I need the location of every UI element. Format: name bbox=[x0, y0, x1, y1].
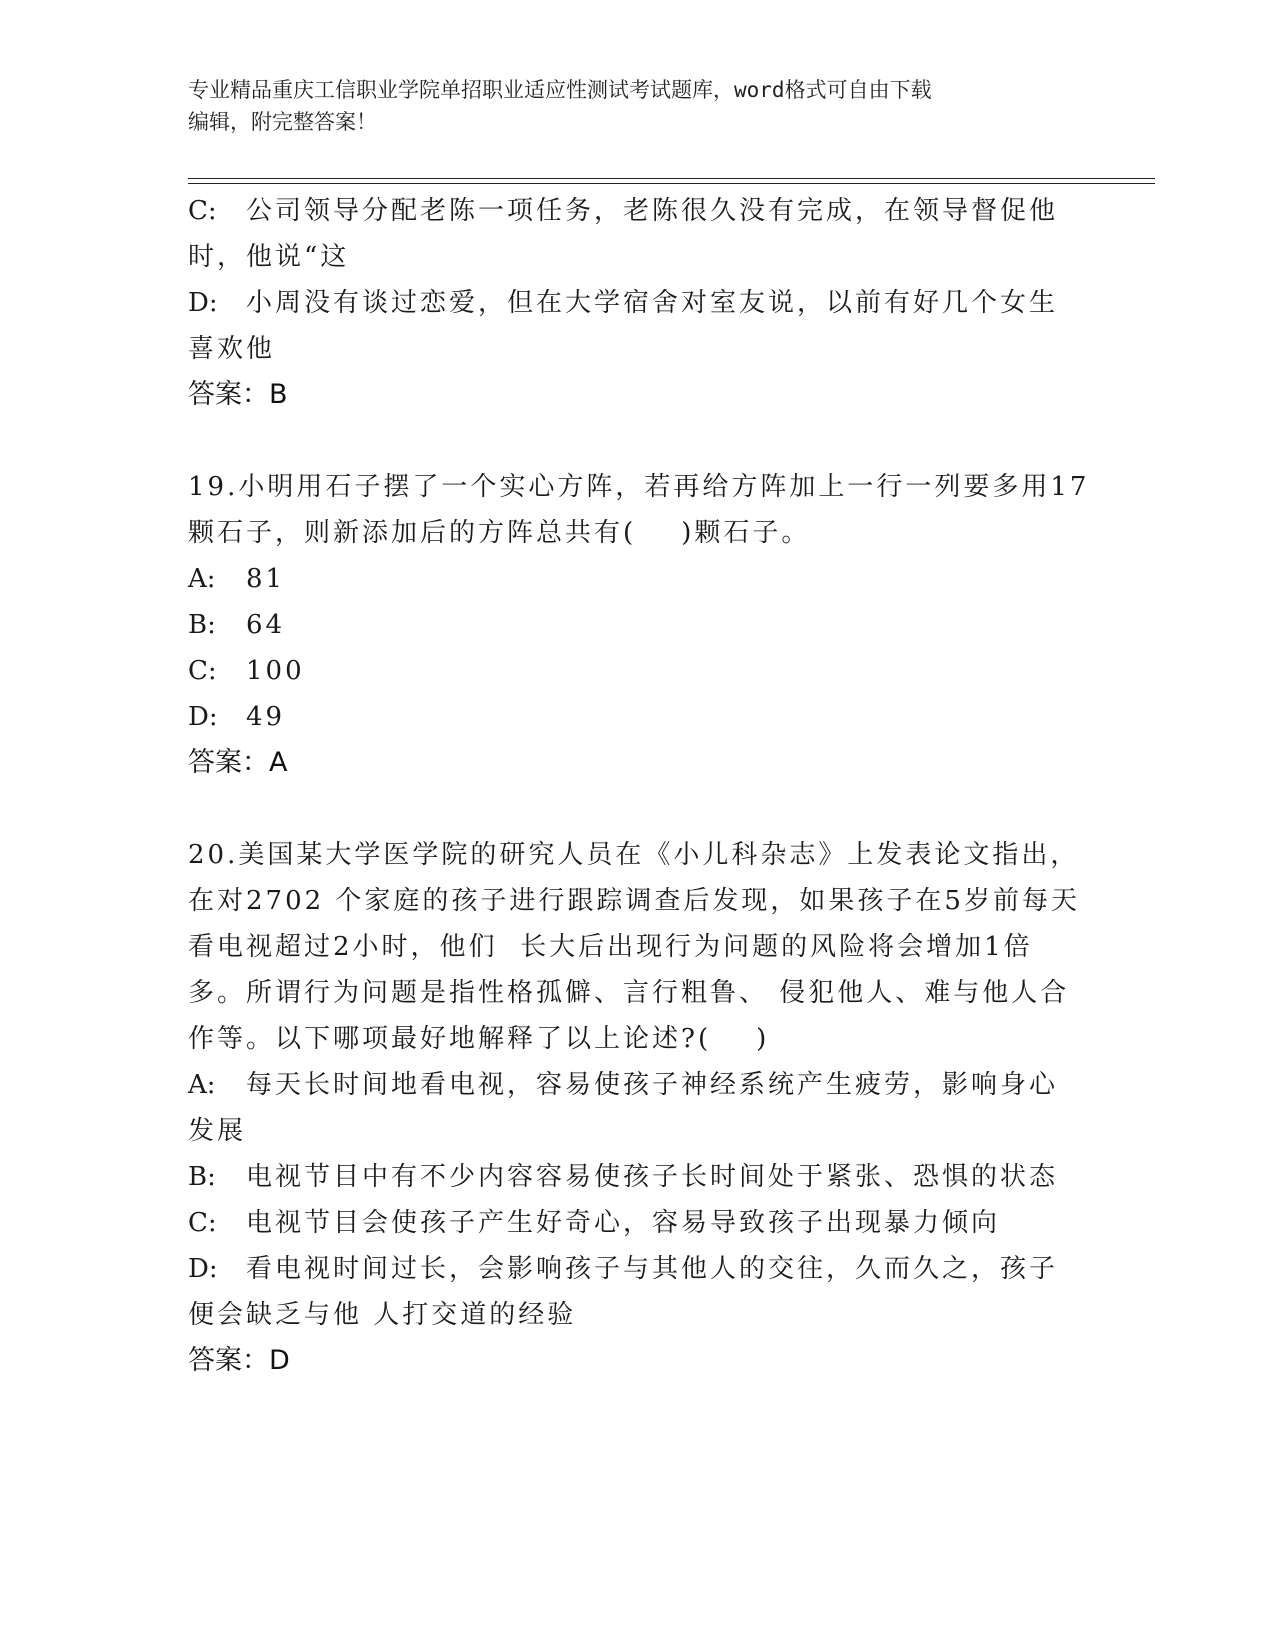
header-line-1: 专业精品重庆工信职业学院单招职业适应性测试考试题库，word格式可自由下载 bbox=[188, 78, 932, 102]
option-text: 看电视时间过长，会影响孩子与其他人的交往，久而久之，孩子 bbox=[246, 1254, 1059, 1284]
option-d bbox=[188, 280, 1088, 326]
question-stem-line: 多。所谓行为问题是指性格孤僻、言行粗鲁、 侵犯他人、难与他人合 bbox=[188, 978, 1070, 1008]
spacer bbox=[188, 786, 1088, 832]
option-b bbox=[188, 1154, 1088, 1200]
header-divider-bottom bbox=[188, 183, 1155, 184]
prev-question-block bbox=[188, 188, 1088, 418]
question-stem-line: 看电视超过2小时，他们 长大后出现行为问题的风险将会增加1倍 bbox=[188, 932, 1033, 962]
option-label: A: bbox=[188, 1070, 216, 1100]
question-stem-line: 20.美国某大学医学院的研究人员在《小儿科杂志》上发表论文指出， bbox=[188, 840, 1080, 870]
spacer bbox=[188, 418, 1088, 464]
option-text: 64 bbox=[246, 610, 286, 640]
option-label: B: bbox=[188, 610, 216, 640]
answer-line: 答案：B bbox=[188, 379, 288, 410]
option-label: B: bbox=[188, 1162, 216, 1192]
option-text: 小周没有谈过恋爱，但在大学宿舍对室友说，以前有好几个女生 bbox=[246, 288, 1059, 318]
question-stem-line: 19.小明用石子摆了一个实心方阵，若再给方阵加上一行一列要多用17 bbox=[188, 472, 1090, 502]
answer-line: 答案：A bbox=[188, 747, 288, 778]
option-text: 电视节目中有不少内容容易使孩子长时间处于紧张、恐惧的状态 bbox=[246, 1162, 1059, 1192]
option-label: C: bbox=[188, 1208, 217, 1238]
option-d-continuation: 便会缺乏与他 人打交道的经验 bbox=[188, 1300, 577, 1330]
question-stem-line: 作等。以下哪项最好地解释了以上论述?( ) bbox=[188, 1024, 770, 1054]
option-label: C: bbox=[188, 656, 217, 686]
page-header bbox=[188, 74, 1088, 138]
option-text: 49 bbox=[246, 702, 286, 732]
option-b bbox=[188, 602, 1088, 648]
question-20-block bbox=[188, 832, 1088, 1384]
option-c bbox=[188, 1200, 1088, 1246]
option-a bbox=[188, 1062, 1088, 1108]
question-stem-line: 颗石子，则新添加后的方阵总共有( )颗石子。 bbox=[188, 518, 811, 548]
option-text: 100 bbox=[246, 656, 305, 686]
option-c bbox=[188, 648, 1088, 694]
header-divider-top bbox=[188, 178, 1155, 179]
option-label: D: bbox=[188, 702, 218, 732]
answer-line: 答案：D bbox=[188, 1345, 290, 1376]
option-c bbox=[188, 188, 1088, 234]
header-line-2: 编辑，附完整答案！ bbox=[188, 110, 377, 134]
question-19-block bbox=[188, 464, 1088, 786]
question-stem-line: 在对2702 个家庭的孩子进行跟踪调查后发现，如果孩子在5岁前每天 bbox=[188, 886, 1080, 916]
option-d bbox=[188, 694, 1088, 740]
option-text: 每天长时间地看电视，容易使孩子神经系统产生疲劳，影响身心 bbox=[246, 1070, 1059, 1100]
option-a bbox=[188, 556, 1088, 602]
option-d-continuation: 喜欢他 bbox=[188, 334, 276, 364]
option-c-continuation: 时，他说“这 bbox=[188, 242, 350, 272]
option-a-continuation: 发展 bbox=[188, 1116, 247, 1146]
option-d bbox=[188, 1246, 1088, 1292]
page-content bbox=[188, 188, 1088, 1384]
option-label: D: bbox=[188, 1254, 218, 1284]
option-label: A: bbox=[188, 564, 216, 594]
option-label: C: bbox=[188, 196, 217, 226]
option-label: D: bbox=[188, 288, 218, 318]
option-text: 公司领导分配老陈一项任务，老陈很久没有完成，在领导督促他 bbox=[246, 196, 1059, 226]
option-text: 电视节目会使孩子产生好奇心，容易导致孩子出现暴力倾向 bbox=[246, 1208, 1001, 1238]
option-text: 81 bbox=[246, 564, 286, 594]
